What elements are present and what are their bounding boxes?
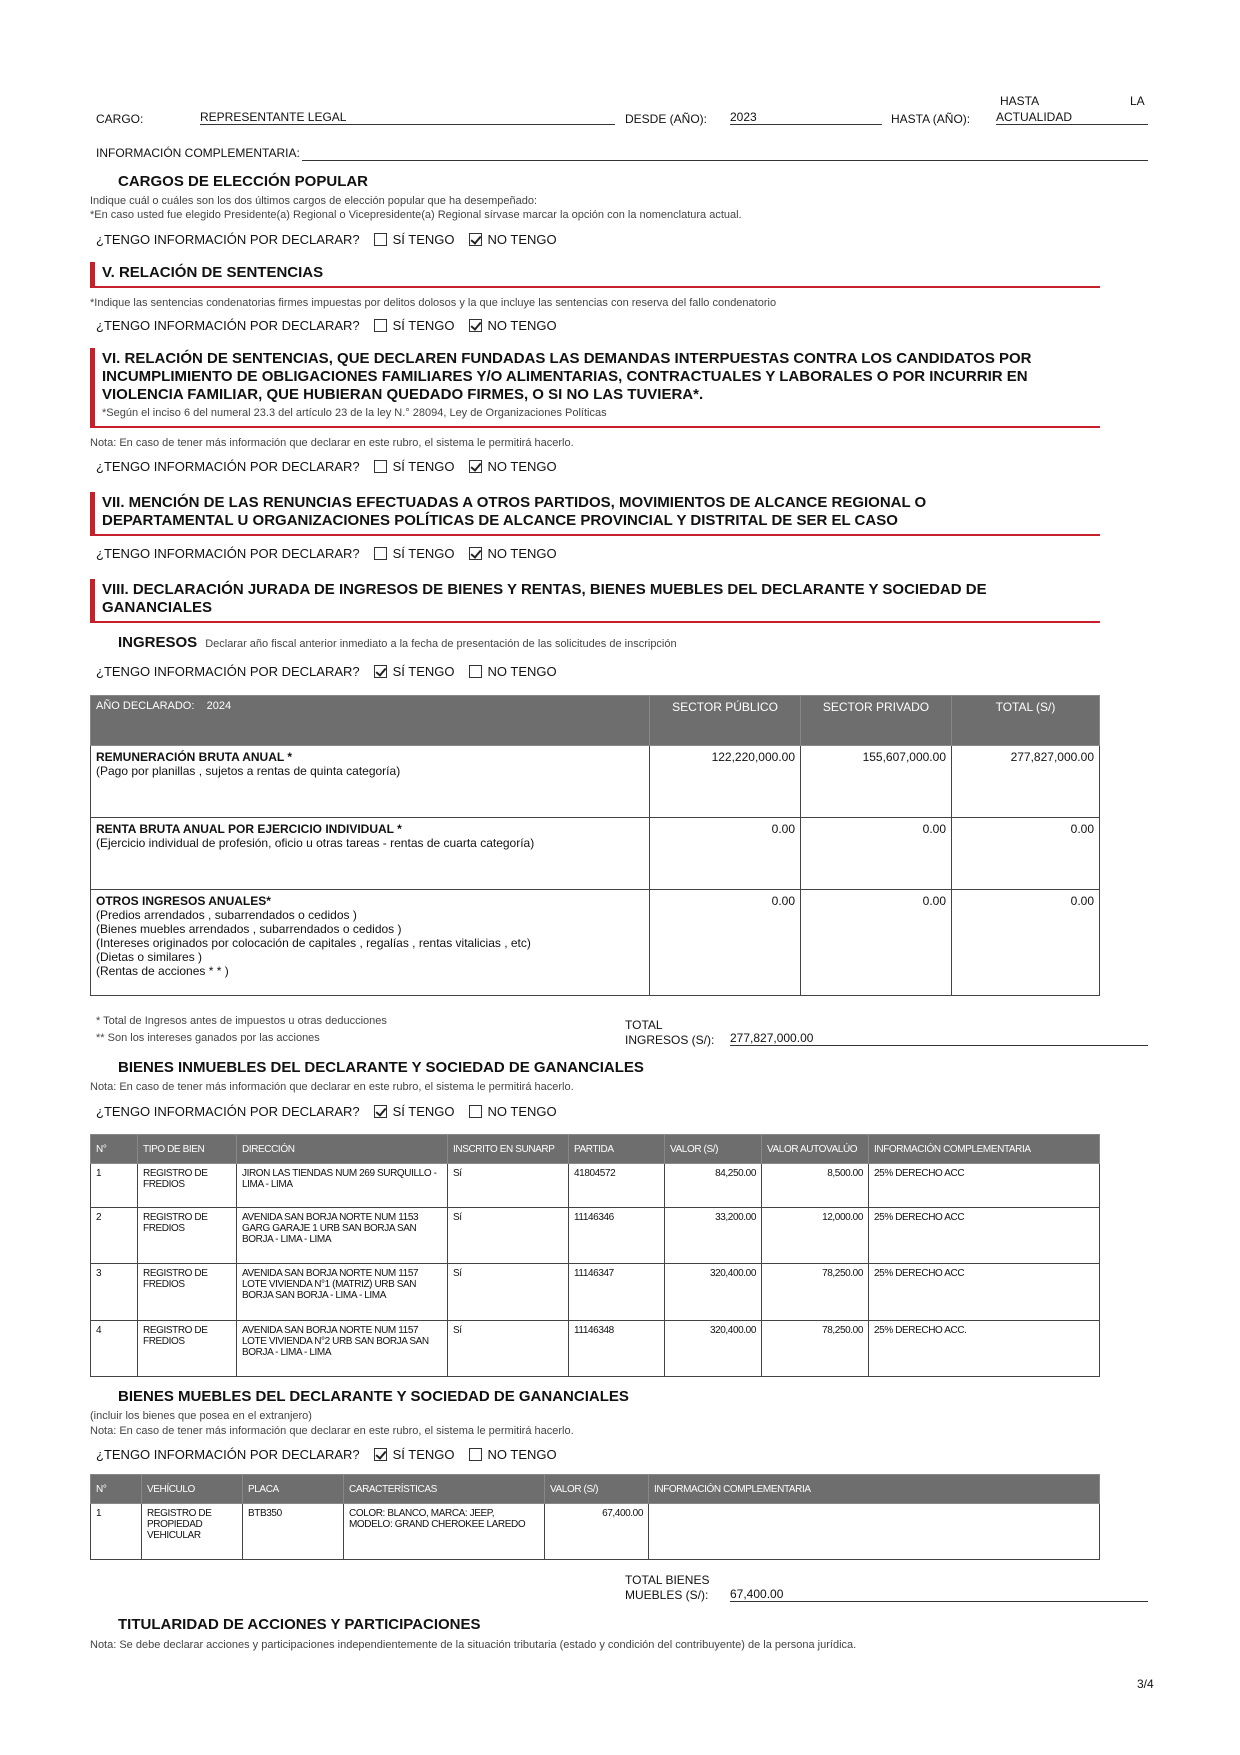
ingresos-foot2: ** Son los intereses ganados por las acciones [96,1032,320,1044]
total-muebles-label-2: MUEBLES (S/): [625,1588,709,1602]
si-tengo-label: SÍ TENGO [392,664,455,679]
total-ingresos-value: 277,827,000.00 [730,1031,1148,1046]
cell-info [649,1504,1100,1560]
concept-title: REMUNERACIÓN BRUTA ANUAL * [96,750,292,764]
no-tengo-checkbox[interactable] [469,1105,482,1118]
concept-title: OTROS INGRESOS ANUALES* [96,894,271,908]
value-privado: 155,607,000.00 [801,746,952,818]
info-complementaria-line [302,160,1148,161]
year-label: AÑO DECLARADO: [96,700,195,712]
si-tengo-label: SÍ TENGO [392,1104,455,1119]
col-partida: PARTIDA [569,1135,665,1164]
no-tengo-checkbox[interactable] [469,460,482,473]
cell-partida: 11146346 [569,1208,665,1264]
cell-info: 25% DERECHO ACC [869,1164,1100,1208]
section-vi-title-line2: INCUMPLIMIENTO DE OBLIGACIONES FAMILIARES Y/O ALIMENTARIAS, CONTRACTUALES Y LABORALES O POR INCURRIR EN [102,368,1028,385]
concept-line: (Ejercicio individual de profesión, oficio u otras tareas - rentas de cuarta categoría) [96,836,535,850]
no-tengo-label: NO TENGO [487,318,557,333]
value-publico: 0.00 [650,818,801,890]
ingresos-row [91,746,1100,818]
cargo-label: CARGO: [96,112,144,126]
cell-valor: 320,400.00 [665,1321,762,1377]
muebles-note2: Nota: En caso de tener más información que declarar en este rubro, el sistema le permitirá hacerlo. [90,1425,574,1437]
cell-numero: 1 [91,1504,142,1560]
col-valor: VALOR (S/) [545,1475,649,1504]
cargos-eleccion-question [96,232,557,247]
no-tengo-checkbox[interactable] [469,665,482,678]
cell-valor: 67,400.00 [545,1504,649,1560]
cell-info: 25% DERECHO ACC. [869,1321,1100,1377]
cell-direccion: JIRON LAS TIENDAS NUM 269 SURQUILLO - LIMA - LIMA [237,1164,448,1208]
inmuebles-question [96,1104,557,1119]
page-number: 3/4 [1137,1677,1154,1691]
si-tengo-label: SÍ TENGO [392,546,455,561]
si-tengo-label: SÍ TENGO [392,1447,455,1462]
inmueble-row [91,1208,1100,1264]
question-label: ¿TENGO INFORMACIÓN POR DECLARAR? [96,1447,360,1462]
section-vi-note: Nota: En caso de tener más información que declarar en este rubro, el sistema le permitirá hacerlo. [90,437,574,449]
question-label: ¿TENGO INFORMACIÓN POR DECLARAR? [96,232,360,247]
value-publico: 0.00 [650,890,801,996]
col-valor-autovaluo: VALOR AUTOVALÚO [762,1135,869,1164]
section-vi-question [96,459,557,474]
section-v-title [90,262,1100,288]
cargos-eleccion-title: CARGOS DE ELECCIÓN POPULAR [118,173,369,190]
total-ingresos-label [625,1018,714,1048]
section-viii-title-line2: GANANCIALES [102,599,213,616]
inmuebles-note: Nota: En caso de tener más información que declarar en este rubro, el sistema le permitirá hacerlo. [90,1081,574,1093]
value-total: 0.00 [952,890,1100,996]
section-vii-title-line1: VII. MENCIÓN DE LAS RENUNCIAS EFECTUADAS A OTROS PARTIDOS, MOVIMIENTOS DE ALCANCE REGIONAL O [102,494,927,511]
col-vehiculo: VEHÍCULO [142,1475,243,1504]
muebles-title: BIENES MUEBLES DEL DECLARANTE Y SOCIEDAD DE GANANCIALES [118,1388,629,1405]
ingresos-row [91,890,1100,996]
value-privado: 0.00 [801,890,952,996]
col-inscrito-sunarp: INSCRITO EN SUNARP [448,1135,569,1164]
question-label: ¿TENGO INFORMACIÓN POR DECLARAR? [96,546,360,561]
si-tengo-checkbox[interactable] [374,1105,387,1118]
no-tengo-checkbox[interactable] [469,233,482,246]
muebles-header-row [91,1475,1100,1504]
cell-partida: 41804572 [569,1164,665,1208]
value-publico: 122,220,000.00 [650,746,801,818]
question-label: ¿TENGO INFORMACIÓN POR DECLARAR? [96,459,360,474]
cell-valor-autovaluo: 8,500.00 [762,1164,869,1208]
concept-title: RENTA BRUTA ANUAL POR EJERCICIO INDIVIDUAL * [96,822,402,836]
cell-valor-autovaluo: 78,250.00 [762,1264,869,1321]
cell-valor-autovaluo: 78,250.00 [762,1321,869,1377]
muebles-table [90,1474,1100,1560]
concept-line: (Predios arrendados , subarrendados o cedidos ) [96,908,357,922]
section-vi-subnote: *Según el inciso 6 del numeral 23.3 del artículo 23 de la ley N.° 28094, Ley de Organizaciones Políticas [102,407,607,419]
col-info-complementaria: INFORMACIÓN COMPLEMENTARIA [649,1475,1100,1504]
cell-tipo-bien: REGISTRO DE FREDIOS [138,1208,237,1264]
desde-value: 2023 [730,110,882,125]
ingresos-concept [91,818,650,890]
ingresos-title: INGRESOS [118,634,198,651]
mueble-row [91,1504,1100,1560]
concept-line: (Intereses originados por colocación de capitales , regalías , rentas vitalicias , etc) [96,936,531,950]
cell-valor: 33,200.00 [665,1208,762,1264]
hasta-value-2: LA [1130,94,1145,108]
ingresos-table [90,695,1100,996]
value-privado: 0.00 [801,818,952,890]
si-tengo-checkbox[interactable] [374,233,387,246]
section-vii-question [96,546,557,561]
concept-line: (Bienes muebles arrendados , subarrendados o cedidos ) [96,922,402,936]
question-label: ¿TENGO INFORMACIÓN POR DECLARAR? [96,664,360,679]
cell-inscrito: Sí [448,1208,569,1264]
section-v-note: *Indique las sentencias condenatorias firmes impuestas por delitos dolosos y la que incluye las sentencias con reserva del fallo condenatorio [90,297,777,309]
si-tengo-checkbox[interactable] [374,547,387,560]
si-tengo-label: SÍ TENGO [392,459,455,474]
cell-valor: 84,250.00 [665,1164,762,1208]
ingresos-concept [91,746,650,818]
cargos-eleccion-note1: Indique cuál o cuáles son los dos últimos cargos de elección popular que ha desempeñado: [90,195,538,207]
inmueble-row [91,1321,1100,1377]
inmuebles-header-row [91,1135,1100,1164]
concept-line: (Rentas de acciones * * ) [96,964,229,978]
question-label: ¿TENGO INFORMACIÓN POR DECLARAR? [96,318,360,333]
col-placa: PLACA [243,1475,344,1504]
no-tengo-checkbox[interactable] [469,319,482,332]
cargos-eleccion-note2: *En caso usted fue elegido Presidente(a) Regional o Vicepresidente(a) Regional sírvase marcar la opción con la nomenclatura actual. [90,209,742,221]
total-muebles-label-1: TOTAL BIENES [625,1573,710,1587]
ingresos-header-row [91,696,1100,746]
no-tengo-checkbox[interactable] [469,547,482,560]
desde-label: DESDE (AÑO): [625,112,708,126]
cell-caracteristicas: COLOR: BLANCO, MARCA: JEEP, MODELO: GRAND CHEROKEE LAREDO [344,1504,545,1560]
col-numero: N° [91,1135,138,1164]
inmueble-row [91,1264,1100,1321]
no-tengo-label: NO TENGO [487,459,557,474]
hasta-value-1: HASTA [1000,94,1040,108]
ingresos-row [91,818,1100,890]
cell-inscrito: Sí [448,1264,569,1321]
si-tengo-label: SÍ TENGO [392,318,455,333]
inmuebles-table [90,1134,1100,1377]
info-complementaria-label: INFORMACIÓN COMPLEMENTARIA: [96,146,300,160]
muebles-question [96,1447,557,1462]
cell-direccion: AVENIDA SAN BORJA NORTE NUM 1153 GARG GARAJE 1 URB SAN BORJA SAN BORJA - LIMA - LIMA [237,1208,448,1264]
cell-tipo-bien: REGISTRO DE FREDIOS [138,1264,237,1321]
col-info-complementaria: INFORMACIÓN COMPLEMENTARIA [869,1135,1100,1164]
col-direccion: DIRECCIÓN [237,1135,448,1164]
inmueble-row [91,1164,1100,1208]
inmuebles-title: BIENES INMUEBLES DEL DECLARANTE Y SOCIEDAD DE GANANCIALES [118,1059,644,1076]
col-sector-privado: SECTOR PRIVADO [801,696,952,746]
question-label: ¿TENGO INFORMACIÓN POR DECLARAR? [96,1104,360,1119]
year-value: 2024 [206,700,232,712]
section-v-title-text: V. RELACIÓN DE SENTENCIAS [102,264,324,281]
total-muebles-label [625,1573,709,1603]
no-tengo-label: NO TENGO [487,546,557,561]
cell-direccion: AVENIDA SAN BORJA NORTE NUM 1157 LOTE VIVIENDA N°1 (MATRIZ) URB SAN BORJA SAN BORJA - LIMA - LIMA [237,1264,448,1321]
cell-vehiculo: REGISTRO DE PROPIEDAD VEHICULAR [142,1504,243,1560]
cell-valor: 320,400.00 [665,1264,762,1321]
si-tengo-label: SÍ TENGO [392,232,455,247]
concept-line: (Pago por planillas , sujetos a rentas de quinta categoría) [96,764,401,778]
cell-info: 25% DERECHO ACC [869,1208,1100,1264]
si-tengo-checkbox[interactable] [374,319,387,332]
section-v-question [96,318,557,333]
col-tipo-bien: TIPO DE BIEN [138,1135,237,1164]
no-tengo-label: NO TENGO [487,232,557,247]
hasta-label: HASTA (AÑO): [891,112,971,126]
ingresos-note: Declarar año fiscal anterior inmediato a la fecha de presentación de las solicitudes de inscripción [205,638,677,650]
muebles-note1: (incluir los bienes que posea en el extranjero) [90,1410,312,1422]
ingresos-question [96,664,557,679]
cell-partida: 11146347 [569,1264,665,1321]
cell-numero: 3 [91,1264,138,1321]
total-ingresos-label-1: TOTAL [625,1018,663,1032]
cell-tipo-bien: REGISTRO DE FREDIOS [138,1164,237,1208]
value-total: 277,827,000.00 [952,746,1100,818]
section-viii-title [90,579,1100,623]
concept-line: (Dietas o similares ) [96,950,203,964]
col-caracteristicas: CARACTERÍSTICAS [344,1475,545,1504]
ingresos-concept [91,890,650,996]
section-viii-title-line1: VIII. DECLARACIÓN JURADA DE INGRESOS DE BIENES Y RENTAS, BIENES MUEBLES DEL DECLARANTE Y SOCIEDAD DE [102,581,987,598]
col-valor: VALOR (S/) [665,1135,762,1164]
cell-placa: BTB350 [243,1504,344,1560]
section-vii-title [90,492,1100,536]
value-total: 0.00 [952,818,1100,890]
cell-tipo-bien: REGISTRO DE FREDIOS [138,1321,237,1377]
cell-direccion: AVENIDA SAN BORJA NORTE NUM 1157 LOTE VIVIENDA N°2 URB SAN BORJA SAN BORJA - LIMA - LIMA [237,1321,448,1377]
cell-numero: 1 [91,1164,138,1208]
si-tengo-checkbox[interactable] [374,665,387,678]
si-tengo-checkbox[interactable] [374,460,387,473]
cell-info: 25% DERECHO ACC [869,1264,1100,1321]
section-vi-title-line1: VI. RELACIÓN DE SENTENCIAS, QUE DECLAREN FUNDADAS LAS DEMANDAS INTERPUESTAS CONTRA LOS CANDIDATOS POR [102,350,1032,367]
no-tengo-label: NO TENGO [487,1447,557,1462]
total-muebles-value: 67,400.00 [730,1587,1148,1602]
cell-valor-autovaluo: 12,000.00 [762,1208,869,1264]
cell-numero: 4 [91,1321,138,1377]
total-ingresos-label-2: INGRESOS (S/): [625,1033,715,1047]
ingresos-heading [118,634,677,651]
col-numero: N° [91,1475,142,1504]
year-header [91,696,650,746]
section-vi-title-line3: VIOLENCIA FAMILIAR, QUE HUBIERAN QUEDADO FIRMES, O SI NO LAS TUVIERA*. [102,386,704,403]
section-vii-title-line2: DEPARTAMENTAL U ORGANIZACIONES POLÍTICAS DE ALCANCE PROVINCIAL Y DISTRITAL DE SER EL CASO [102,512,898,529]
col-sector-publico: SECTOR PÚBLICO [650,696,801,746]
cargo-value: REPRESENTANTE LEGAL [200,110,615,125]
no-tengo-label: NO TENGO [487,1104,557,1119]
si-tengo-checkbox[interactable] [374,1448,387,1461]
no-tengo-checkbox[interactable] [469,1448,482,1461]
cell-numero: 2 [91,1208,138,1264]
cell-partida: 11146348 [569,1321,665,1377]
acciones-note: Nota: Se debe declarar acciones y participaciones independientemente de la situación tributaria (estado y condición del contribuyente) de la persona jurídica. [90,1639,857,1651]
no-tengo-label: NO TENGO [487,664,557,679]
cell-inscrito: Sí [448,1321,569,1377]
acciones-title: TITULARIDAD DE ACCIONES Y PARTICIPACIONES [118,1616,481,1633]
section-vi-title [90,348,1100,428]
col-total: TOTAL (S/) [952,696,1100,746]
cell-inscrito: Sí [448,1164,569,1208]
hasta-value-3: ACTUALIDAD [996,110,1148,125]
ingresos-foot1: * Total de Ingresos antes de impuestos u otras deducciones [96,1015,387,1027]
